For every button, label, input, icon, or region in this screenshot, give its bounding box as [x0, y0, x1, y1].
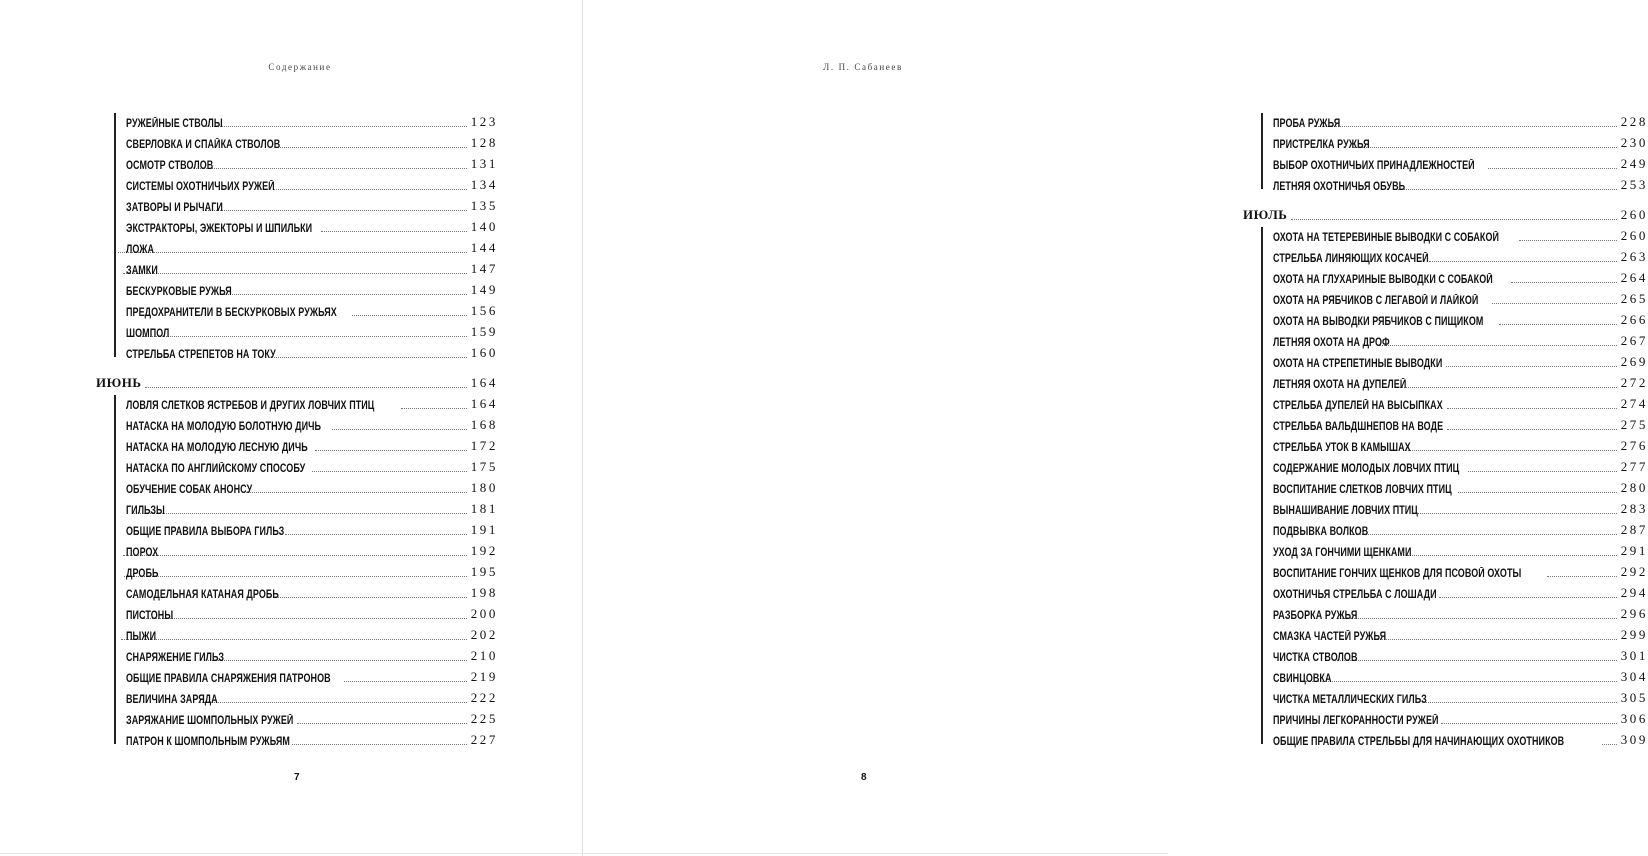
toc-entry-page-number: 309 [1620, 732, 1648, 747]
dot-leader [285, 534, 467, 535]
toc-entry-page-number: 275 [1620, 417, 1648, 432]
toc-entry[interactable] [1273, 475, 1648, 496]
toc-entry[interactable] [1273, 172, 1648, 193]
toc-entry-title: СТРЕЛЬБА ЛИНЯЮЩИХ КОСАЧЕЙ [1273, 253, 1429, 265]
toc-entry-title: ПАТРОН К ШОМПОЛЬНЫМ РУЖЬЯМ [126, 736, 290, 748]
toc-entry-title: БЕСКУРКОВЫЕ РУЖЬЯ [126, 286, 232, 298]
dot-leader [1407, 555, 1617, 556]
dot-leader [1337, 618, 1617, 619]
toc-entry-title: СВЕРЛОВКА И СПАЙКА СТВОЛОВ [126, 139, 281, 151]
dot-leader [332, 429, 467, 430]
toc-entry-title: ЛЕТНЯЯ ОХОТА НА ДРОФ [1273, 337, 1390, 349]
toc-entry[interactable] [1273, 538, 1648, 559]
toc-entry-title: ОБЩИЕ ПРАВИЛА ВЫБОРА ГИЛЬЗ [126, 526, 285, 538]
dot-leader [218, 294, 467, 295]
toc-entry-title: УХОД ЗА ГОНЧИМИ ЩЕНКАМИ [1273, 547, 1412, 559]
toc-entry-page-number: 306 [1620, 711, 1648, 726]
toc-entry-title: ПИСТОНЫ [126, 610, 174, 622]
toc-entry[interactable] [1273, 496, 1648, 517]
dot-leader [274, 357, 467, 358]
toc-entry-page-number: 175 [470, 459, 498, 474]
toc-entry[interactable] [126, 256, 498, 277]
dot-leader [206, 126, 467, 127]
toc-entry-title: СОДЕРЖАНИЕ МОЛОДЫХ ЛОВЧИХ ПТИЦ [1273, 463, 1460, 475]
toc-entry-title: САМОДЕЛЬНАЯ КАТАНАЯ ДРОБЬ [126, 589, 279, 601]
dot-leader [1547, 576, 1616, 577]
toc-entry-page-number: 149 [470, 282, 498, 297]
toc-entry[interactable] [126, 109, 498, 130]
toc-entry-title: ВОСПИТАНИЕ ГОНЧИХ ЩЕНКОВ ДЛЯ ПСОВОЙ ОХОТЫ [1273, 568, 1522, 580]
toc-entry-page-number: 291 [1620, 543, 1648, 558]
toc-entry[interactable] [1273, 685, 1648, 706]
dot-leader [200, 702, 467, 703]
toc-entry-page-number: 198 [470, 585, 498, 600]
dot-leader [1291, 219, 1616, 220]
toc-entry[interactable] [126, 193, 498, 214]
toc-entry-page-number: 265 [1620, 291, 1648, 306]
dot-leader [143, 618, 467, 619]
toc-entry-page-number: 202 [470, 627, 498, 642]
dot-leader [138, 336, 467, 337]
dot-leader [344, 681, 466, 682]
dot-leader [123, 555, 466, 556]
right-page [583, 0, 1648, 856]
toc-entry[interactable] [126, 319, 498, 340]
toc-entry-title: ПОРОХ [126, 547, 159, 559]
toc-entry[interactable] [1273, 328, 1648, 349]
toc-entry[interactable] [126, 475, 498, 496]
toc-entry-title: ЛОВЛЯ СЛЕТКОВ ЯСТРЕБОВ И ДРУГИХ ЛОВЧИХ ПТИЦ [126, 400, 375, 412]
month-heading[interactable] [96, 361, 498, 391]
toc-entry-title: ОХОТНИЧЬЯ СТРЕЛЬБА С ЛОШАДИ [1273, 589, 1437, 601]
toc-entry[interactable] [1273, 664, 1648, 685]
toc-entry-page-number: 249 [1620, 156, 1648, 171]
toc-entry-page-number: 160 [470, 345, 498, 360]
toc-entry[interactable] [126, 391, 498, 412]
toc-entry-title: СТРЕЛЬБА УТОК В КАМЫШАХ [1273, 442, 1411, 454]
toc-entry[interactable] [126, 643, 498, 664]
toc-entry-page-number: 296 [1620, 606, 1648, 621]
toc-entry-title: ВОСПИТАНИЕ СЛЕТКОВ ЛОВЧИХ ПТИЦ [1273, 484, 1452, 496]
toc-entry-title: ЛОЖА [126, 244, 155, 256]
toc-entry-page-number: 156 [470, 303, 498, 318]
toc-entry-page-number: 253 [1620, 177, 1648, 192]
dot-leader [273, 189, 467, 190]
toc-entry-page-number: 159 [470, 324, 498, 339]
toc-entry-title: СНАРЯЖЕНИЕ ГИЛЬЗ [126, 652, 225, 664]
toc-entry-page-number: 135 [470, 198, 498, 213]
toc-section [96, 391, 498, 748]
dot-leader [1398, 189, 1616, 190]
toc-entry[interactable] [126, 601, 498, 622]
table-of-contents [96, 109, 498, 748]
toc-entry-page-number: 164 [470, 396, 498, 411]
toc-entry[interactable] [1273, 706, 1648, 727]
toc-entry-title: ОБЩИЕ ПРАВИЛА СНАРЯЖЕНИЯ ПАТРОНОВ [126, 673, 331, 685]
toc-entry-title: ПЫЖИ [126, 631, 157, 643]
toc-entry-page-number: 292 [1620, 564, 1648, 579]
toc-entry[interactable] [1273, 391, 1648, 412]
dot-leader [194, 168, 467, 169]
dot-leader [278, 597, 467, 598]
dot-leader [321, 231, 467, 232]
dot-leader [1446, 366, 1617, 367]
toc-entry-title: ОХОТА НА ВЫВОДКИ РЯБЧИКОВ С ПИЩИКОМ [1273, 316, 1484, 328]
month-title: ИЮЛЬ [1243, 207, 1288, 222]
toc-entry-title: НАТАСКА ПО АНГЛИЙСКОМУ СПОСОБУ [126, 463, 306, 475]
toc-entry-page-number: 301 [1620, 648, 1648, 663]
toc-entry-page-number: 276 [1620, 438, 1648, 453]
toc-entry-title: ЧИСТКА СТВОЛОВ [1273, 652, 1358, 664]
dot-leader [208, 660, 467, 661]
toc-entry[interactable] [1273, 349, 1648, 370]
toc-entry-page-number: 147 [470, 261, 498, 276]
toc-entry[interactable] [126, 412, 498, 433]
toc-entry[interactable] [1273, 727, 1648, 748]
toc-entry[interactable] [1273, 412, 1648, 433]
toc-entry[interactable] [126, 340, 498, 361]
dot-leader [1426, 702, 1617, 703]
toc-entry[interactable] [1273, 559, 1648, 580]
toc-entry[interactable] [1273, 370, 1648, 391]
toc-entry-title: ПРЕДОХРАНИТЕЛИ В БЕСКУРКОВЫХ РУЖЬЯХ [126, 307, 337, 319]
toc-entry-page-number: 264 [1620, 270, 1648, 285]
toc-entry-title: ОХОТА НА ГЛУХАРИНЫЕ ВЫВОДКИ С СОБАКОЙ [1273, 274, 1493, 286]
running-head: Содержание [268, 62, 332, 72]
toc-entry[interactable] [126, 664, 498, 685]
toc-entry-page-number: 227 [470, 732, 498, 747]
toc-entry-title: ДРОБЬ [126, 568, 159, 580]
dot-leader [1379, 345, 1617, 346]
toc-entry[interactable] [126, 727, 498, 748]
toc-entry-title: ВЕЛИЧИНА ЗАРЯДА [126, 694, 218, 706]
dot-leader [1499, 324, 1617, 325]
toc-entry[interactable] [126, 622, 498, 643]
toc-entry-page-number: 123 [470, 114, 498, 129]
toc-entry-page-number: 219 [470, 669, 498, 684]
toc-entry[interactable] [126, 517, 498, 538]
toc-entry-title: ОСМОТР СТВОЛОВ [126, 160, 214, 172]
toc-entry-page-number: 305 [1620, 690, 1648, 705]
toc-entry-page-number: 283 [1620, 501, 1648, 516]
dot-leader [1447, 429, 1617, 430]
dot-leader [401, 408, 467, 409]
toc-section [1243, 223, 1648, 748]
toc-entry-page-number: 134 [470, 177, 498, 192]
dot-leader [352, 315, 466, 316]
toc-entry[interactable] [126, 235, 498, 256]
dot-leader [1429, 261, 1617, 262]
toc-entry[interactable] [1273, 109, 1648, 130]
toc-entry[interactable] [1273, 130, 1648, 151]
toc-entry-title: ЗАМКИ [126, 265, 158, 277]
toc-entry[interactable] [1273, 433, 1648, 454]
toc-entry-title: ВЫБОР ОХОТНИЧЬИХ ПРИНАДЛЕЖНОСТЕЙ [1273, 160, 1475, 172]
toc-entry-page-number: 131 [470, 156, 498, 171]
dot-leader [1374, 639, 1617, 640]
toc-entry-title: ВЫНАШИВАНИЕ ЛОВЧИХ ПТИЦ [1273, 505, 1418, 517]
dot-leader [1492, 303, 1616, 304]
toc-entry-page-number: 260 [1620, 228, 1648, 243]
dot-leader [1415, 513, 1617, 514]
dot-leader [1441, 723, 1616, 724]
page-number: 7 [294, 772, 300, 783]
toc-entry[interactable] [1273, 622, 1648, 643]
dot-leader [1315, 126, 1616, 127]
toc-entry-page-number: 287 [1620, 522, 1648, 537]
toc-entry-page-number: 280 [1620, 480, 1648, 495]
toc-entry-page-number: 181 [470, 501, 498, 516]
toc-entry-page-number: 299 [1620, 627, 1648, 642]
toc-entry-title: ГИЛЬЗЫ [126, 505, 165, 517]
toc-entry-page-number: 195 [470, 564, 498, 579]
toc-entry[interactable] [126, 685, 498, 706]
toc-entry-page-number: 228 [1620, 114, 1648, 129]
toc-entry[interactable] [126, 214, 498, 235]
month-page-number: 260 [1620, 207, 1648, 222]
toc-entry-title: ОБЩИЕ ПРАВИЛА СТРЕЛЬБЫ ДЛЯ НАЧИНАЮЩИХ ОХОТНИКОВ [1273, 736, 1565, 748]
page-number: 8 [861, 772, 867, 783]
dot-leader [315, 450, 467, 451]
dot-leader [1511, 282, 1617, 283]
toc-entry-title: ЗАРЯЖАНИЕ ШОМПОЛЬНЫХ РУЖЕЙ [126, 715, 294, 727]
toc-entry-title: ЧИСТКА МЕТАЛЛИЧЕСКИХ ГИЛЬЗ [1273, 694, 1427, 706]
toc-entry-title: ОХОТА НА СТРЕПЕТИНЫЕ ВЫВОДКИ [1273, 358, 1443, 370]
toc-entry-page-number: 272 [1620, 375, 1648, 390]
toc-entry-title: ПОДВЫВКА ВОЛКОВ [1273, 526, 1369, 538]
toc-entry-page-number: 225 [470, 711, 498, 726]
toc-entry[interactable] [126, 277, 498, 298]
dot-leader [145, 387, 466, 388]
dot-leader [292, 744, 466, 745]
dot-leader [1439, 597, 1617, 598]
dot-leader [1353, 147, 1617, 148]
toc-entry[interactable] [126, 538, 498, 559]
toc-entry[interactable] [126, 706, 498, 727]
dot-leader [312, 471, 467, 472]
toc-entry[interactable] [126, 433, 498, 454]
toc-entry[interactable] [1273, 307, 1648, 328]
dot-leader [280, 147, 467, 148]
dot-leader [1400, 387, 1617, 388]
toc-entry[interactable] [126, 172, 498, 193]
toc-entry[interactable] [126, 496, 498, 517]
dot-leader [1406, 450, 1617, 451]
toc-entry-page-number: 274 [1620, 396, 1648, 411]
dot-leader [121, 639, 467, 640]
toc-entry[interactable] [1273, 580, 1648, 601]
toc-entry-page-number: 267 [1620, 333, 1648, 348]
dot-leader [123, 273, 467, 274]
toc-entry-page-number: 263 [1620, 249, 1648, 264]
toc-entry-title: ОБУЧЕНИЕ СОБАК АНОНСУ [126, 484, 253, 496]
toc-entry[interactable] [1273, 223, 1648, 244]
dot-leader [118, 252, 467, 253]
toc-entry-page-number: 144 [470, 240, 498, 255]
toc-entry-title: СВИНЦОВКА [1273, 673, 1332, 685]
toc-entry[interactable] [126, 559, 498, 580]
left-page [0, 0, 583, 856]
toc-entry-title: ОХОТА НА ТЕТЕРЕВИНЫЕ ВЫВОДКИ С СОБАКОЙ [1273, 232, 1500, 244]
dot-leader [1337, 660, 1616, 661]
toc-entry[interactable] [1273, 454, 1648, 475]
toc-entry-page-number: 180 [470, 480, 498, 495]
toc-entry[interactable] [1273, 286, 1648, 307]
toc-entry-title: ЗАТВОРЫ И РЫЧАГИ [126, 202, 223, 214]
dot-leader [1351, 534, 1617, 535]
toc-entry-title: ПРИСТРЕЛКА РУЖЬЯ [1273, 139, 1370, 151]
toc-entry-page-number: 168 [470, 417, 498, 432]
toc-entry-title: СТРЕЛЬБА ВАЛЬДШНЕПОВ НА ВОДЕ [1273, 421, 1444, 433]
toc-entry[interactable] [126, 298, 498, 319]
toc-entry-page-number: 192 [470, 543, 498, 558]
toc-entry-title: НАТАСКА НА МОЛОДУЮ ЛЕСНУЮ ДИЧЬ [126, 442, 308, 454]
toc-entry-page-number: 294 [1620, 585, 1648, 600]
dot-leader [1519, 240, 1617, 241]
toc-entry[interactable] [126, 580, 498, 601]
toc-entry-page-number: 200 [470, 606, 498, 621]
toc-entry-title: НАТАСКА НА МОЛОДУЮ БОЛОТНУЮ ДИЧЬ [126, 421, 322, 433]
dot-leader [1468, 471, 1617, 472]
toc-entry[interactable] [126, 130, 498, 151]
toc-entry[interactable] [1273, 244, 1648, 265]
toc-entry[interactable] [1273, 643, 1648, 664]
toc-entry[interactable] [1273, 151, 1648, 172]
toc-entry-page-number: 128 [470, 135, 498, 150]
toc-entry-title: СМАЗКА ЧАСТЕЙ РУЖЬЯ [1273, 631, 1387, 643]
toc-entry-page-number: 304 [1620, 669, 1648, 684]
dot-leader [206, 210, 466, 211]
running-head: Л. П. Сабанеев [823, 62, 903, 72]
toc-entry-page-number: 222 [470, 690, 498, 705]
toc-entry[interactable] [1273, 265, 1648, 286]
dot-leader [1447, 408, 1617, 409]
toc-entry-title: ЭКСТРАКТОРЫ, ЭЖЕКТОРЫ И ШПИЛЬКИ [126, 223, 313, 235]
toc-entry[interactable] [126, 454, 498, 475]
dot-leader [124, 576, 467, 577]
month-page-number: 164 [470, 375, 498, 390]
toc-entry-title: ЛЕТНЯЯ ОХОТНИЧЬЯ ОБУВЬ [1273, 181, 1406, 193]
toc-entry-page-number: 269 [1620, 354, 1648, 369]
page-bottom-edge [0, 853, 1168, 854]
toc-entry[interactable] [126, 151, 498, 172]
toc-entry[interactable] [1273, 601, 1648, 622]
toc-entry-page-number: 172 [470, 438, 498, 453]
toc-entry-title: РАЗБОРКА РУЖЬЯ [1273, 610, 1358, 622]
month-heading[interactable] [1243, 193, 1648, 223]
toc-entry-title: ПРИЧИНЫ ЛЕГКОРАННОСТИ РУЖЕЙ [1273, 715, 1439, 727]
table-of-contents [1243, 109, 1648, 748]
dot-leader [132, 513, 467, 514]
toc-entry-title: ЛЕТНЯЯ ОХОТА НА ДУПЕЛЕЙ [1273, 379, 1407, 391]
toc-entry-page-number: 266 [1620, 312, 1648, 327]
toc-entry-page-number: 277 [1620, 459, 1648, 474]
toc-entry-title: СИСТЕМЫ ОХОТНИЧЬИХ РУЖЕЙ [126, 181, 275, 193]
toc-section [1243, 109, 1648, 193]
dot-leader [1602, 744, 1616, 745]
toc-entry-title: ШОМПОЛ [126, 328, 170, 340]
toc-entry-title: РУЖЕЙНЫЕ СТВОЛЫ [126, 118, 223, 130]
dot-leader [244, 492, 467, 493]
toc-entry-page-number: 140 [470, 219, 498, 234]
toc-entry-title: СТРЕЛЬБА СТРЕПЕТОВ НА ТОКУ [126, 349, 276, 361]
toc-entry-title: ОХОТА НА РЯБЧИКОВ С ЛЕГАВОЙ И ЛАЙКОЙ [1273, 295, 1479, 307]
toc-entry-page-number: 191 [470, 522, 498, 537]
month-title: ИЮНЬ [96, 375, 142, 390]
toc-entry[interactable] [1273, 517, 1648, 538]
dot-leader [1304, 681, 1617, 682]
dot-leader [1458, 492, 1617, 493]
toc-section [96, 109, 498, 361]
dot-leader [1488, 168, 1617, 169]
toc-entry-title: СТРЕЛЬБА ДУПЕЛЕЙ НА ВЫСЫПКАХ [1273, 400, 1443, 412]
dot-leader [297, 723, 467, 724]
toc-entry-page-number: 230 [1620, 135, 1648, 150]
toc-entry-title: ПРОБА РУЖЬЯ [1273, 118, 1341, 130]
toc-entry-page-number: 210 [470, 648, 498, 663]
